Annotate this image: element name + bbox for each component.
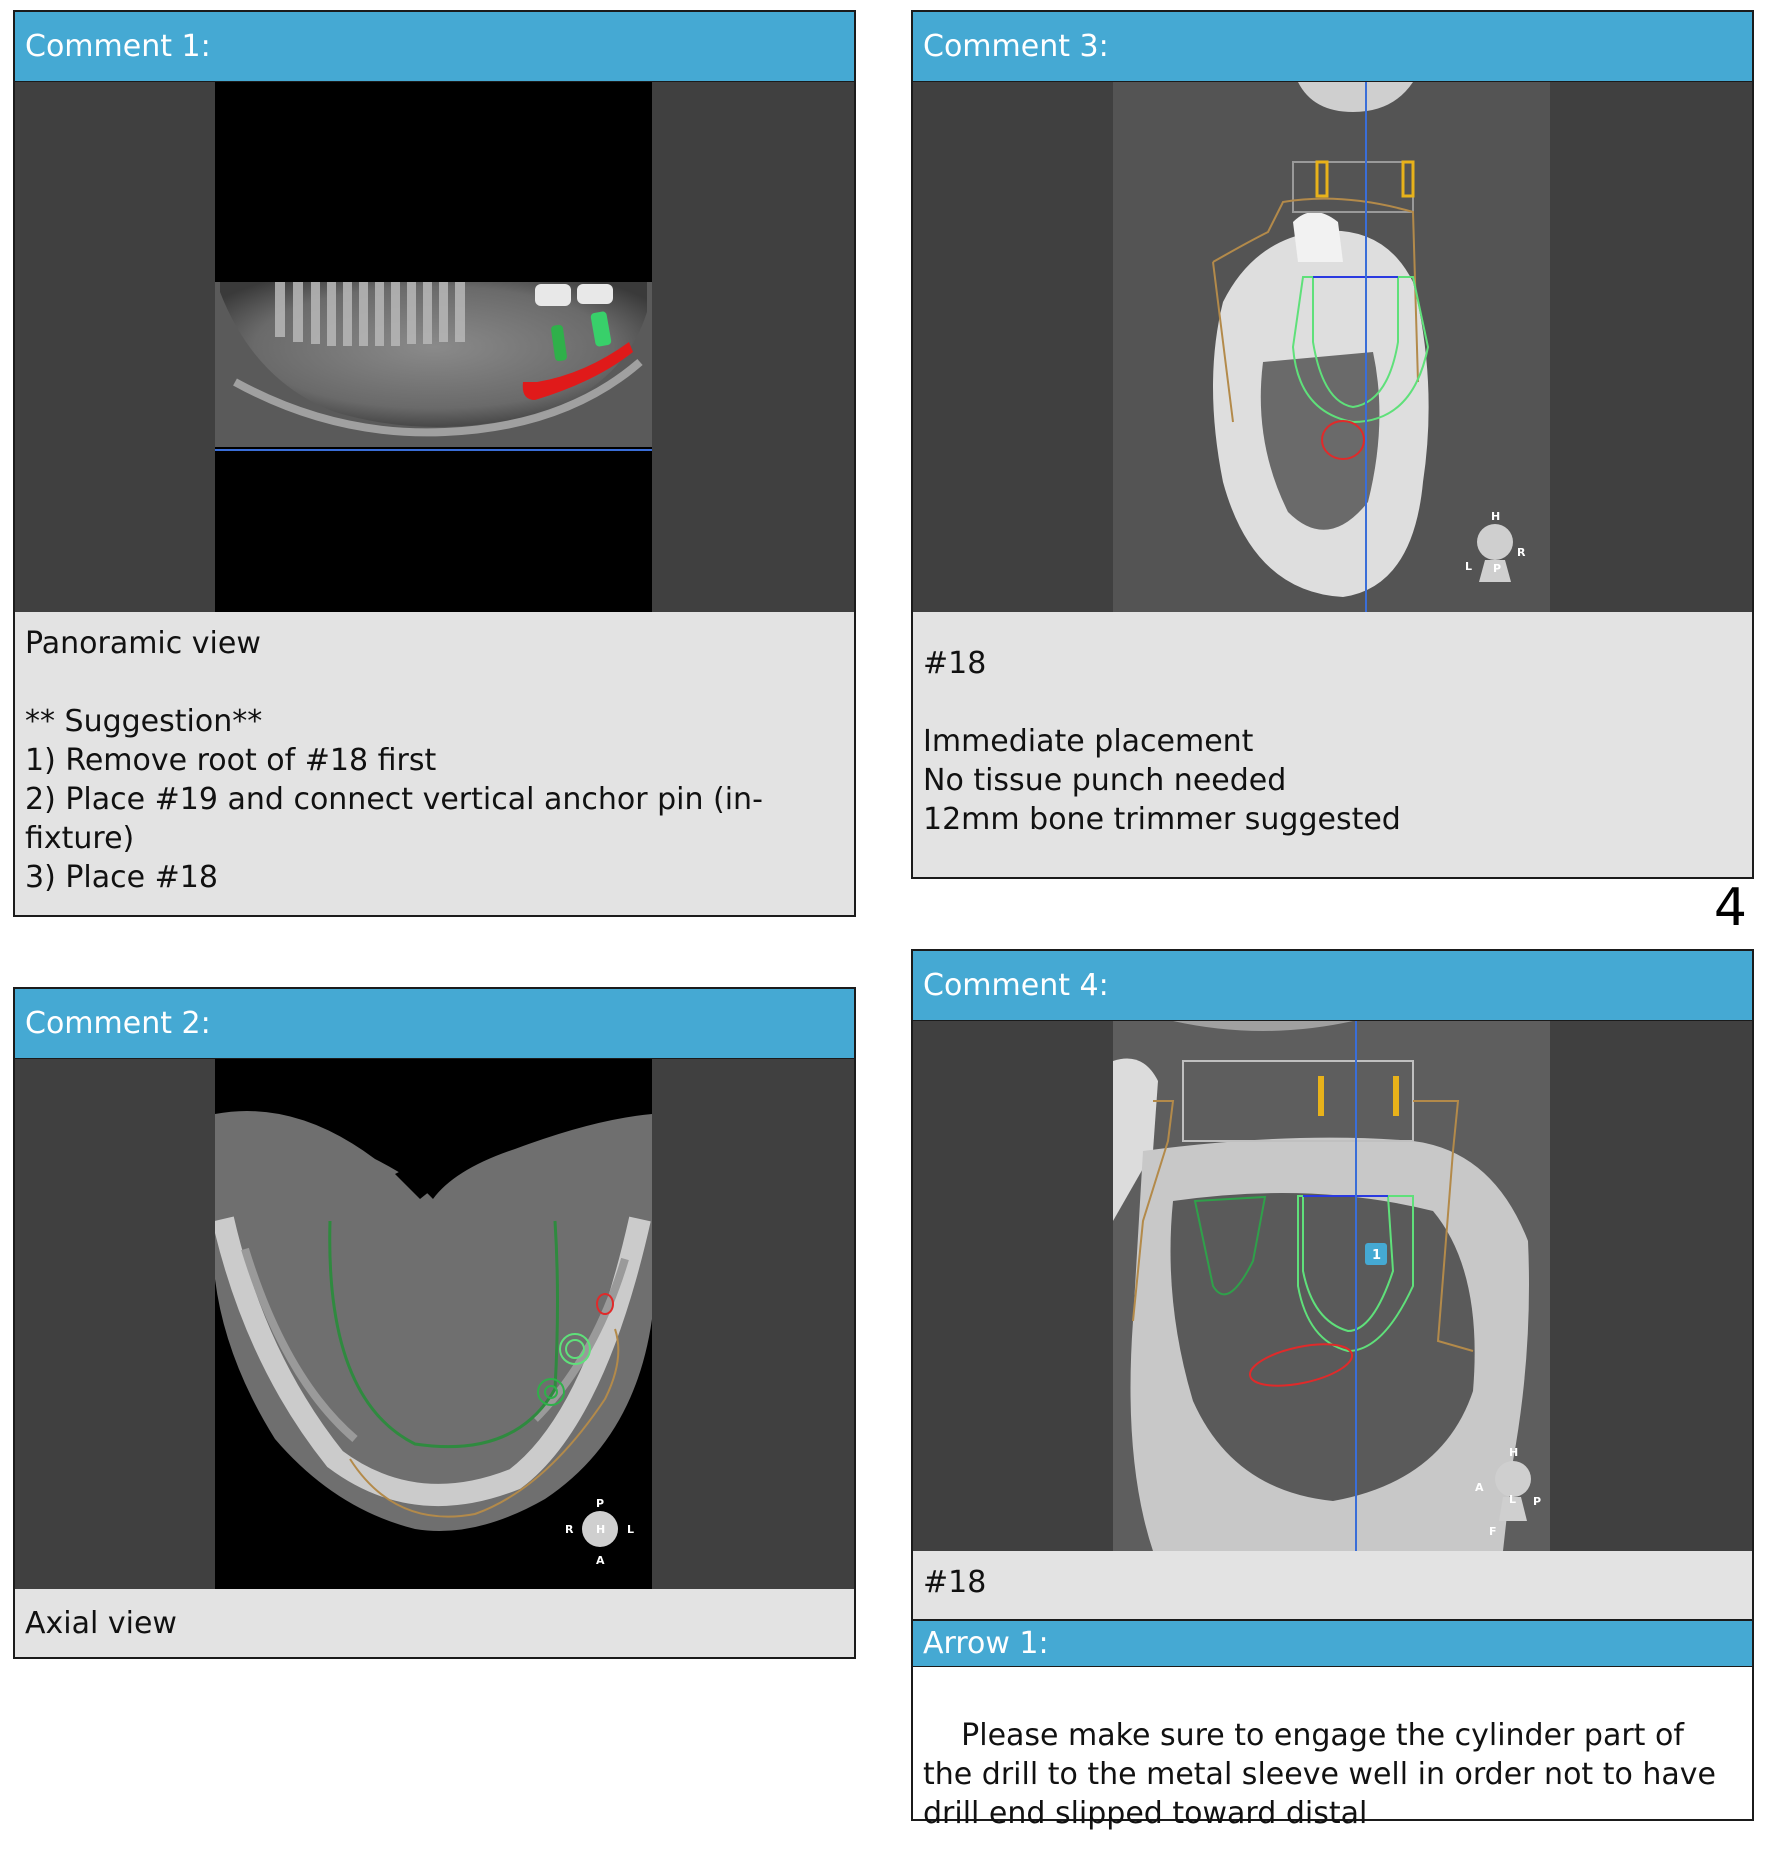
comment-1-text: Panoramic view ** Suggestion** 1) Remove root of #18 first 2) Place #19 and connect vertical anchor pin (in-fixture) 3) Place #18 xyxy=(25,626,763,895)
arrow-1-title: Arrow 1: xyxy=(913,1621,1752,1667)
comment-4-image xyxy=(913,1021,1752,1551)
svg-text:F: F xyxy=(1489,1525,1497,1538)
comment-1-panel xyxy=(13,10,856,917)
comment-2-title: Comment 2: xyxy=(15,989,854,1059)
comment-1-title: Comment 1: xyxy=(15,12,854,82)
page-number: 4 xyxy=(1713,878,1747,938)
comment-1-image xyxy=(15,82,854,612)
comment-3-image xyxy=(913,82,1752,612)
orientation-head-icon xyxy=(1465,510,1526,582)
comment-4-title: Comment 4: xyxy=(913,951,1752,1021)
svg-text:R: R xyxy=(1517,546,1526,559)
comment-4-text: #18 xyxy=(923,1565,987,1600)
svg-text:A: A xyxy=(1475,1481,1484,1494)
panoramic-xray-icon xyxy=(215,82,652,612)
comment-2-panel xyxy=(13,987,856,1659)
svg-text:A: A xyxy=(596,1554,605,1567)
svg-text:H: H xyxy=(596,1523,606,1536)
axial-ct-slice-icon xyxy=(215,1059,652,1589)
svg-text:1: 1 xyxy=(1372,1248,1382,1263)
svg-text:H: H xyxy=(1491,510,1501,523)
comment-3-text: #18 Immediate placement No tissue punch needed 12mm bone trimmer suggested xyxy=(923,646,1401,837)
tangential-ct-icon xyxy=(1113,1021,1550,1551)
svg-text:R: R xyxy=(565,1523,574,1536)
svg-text:P: P xyxy=(1533,1495,1542,1508)
arrow-1-text: Please make sure to engage the cylinder part of the drill to the metal sleeve well in order not to have drill end slipped toward distal xyxy=(923,1718,1726,1831)
svg-text:P: P xyxy=(596,1497,605,1510)
comment-2-image xyxy=(15,1059,854,1589)
svg-text:L: L xyxy=(1465,560,1473,573)
comment-2-text: Axial view xyxy=(25,1606,177,1641)
cross-section-ct-icon xyxy=(1113,82,1550,612)
svg-text:H: H xyxy=(1509,1446,1519,1459)
orientation-head-icon xyxy=(565,1497,634,1567)
comment-3-title: Comment 3: xyxy=(913,12,1752,82)
comment-4-panel xyxy=(911,949,1754,1831)
svg-text:P: P xyxy=(1493,562,1502,575)
arrow-1-panel xyxy=(913,1667,1752,1831)
svg-text:L: L xyxy=(627,1523,635,1536)
svg-text:L: L xyxy=(1509,1493,1517,1506)
comment-3-panel xyxy=(911,10,1754,879)
